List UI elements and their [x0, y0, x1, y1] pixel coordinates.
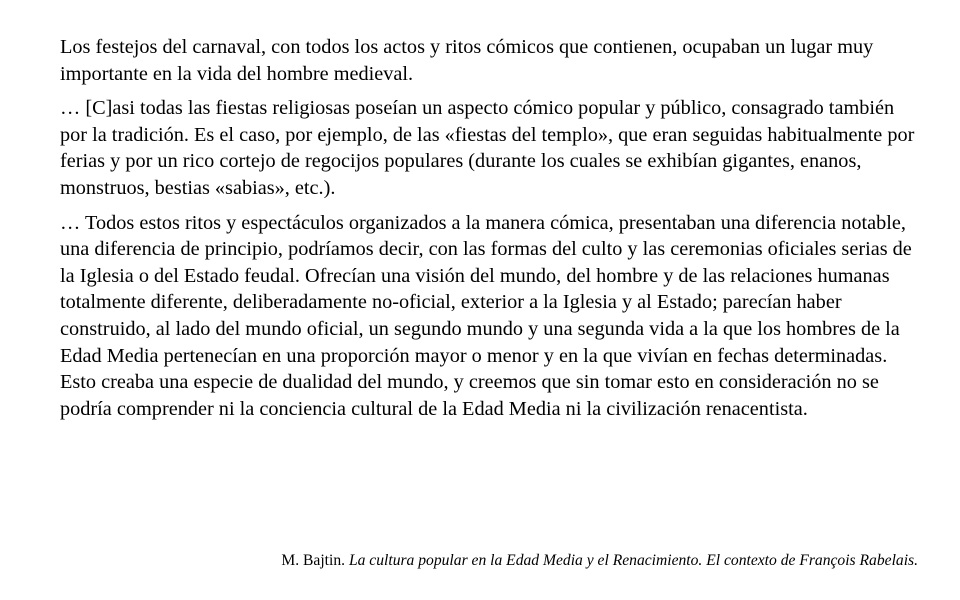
paragraph-comic-rituals: … Todos estos ritos y espectáculos organizados a la manera cómica, presentaban una diferencia notable, una diferencia de principio, podríamos decir, con las formas del culto y las ceremonias oficiales serias de la Iglesia o del Estado feudal. Ofrecían una visión del mundo, del hombre y de las relaciones humanas totalmente diferente, deliberadamente no-oficial, exterior a la Iglesia y al Estado; parecían haber construido, al lado del mundo oficial, un segundo mundo y una segunda vida a la que los hombres de la Edad Media pertenecían en una proporción mayor o menor y en la que vivían en fechas determinadas. Esto creaba una especie de dualidad del mundo, y creemos que sin tomar esto en consideración no se podría comprender ni la conciencia cultural de la Edad Media ni la civilización renacentista.: [60, 211, 912, 420]
paragraph-carnival-intro: Los festejos del carnaval, con todos los actos y ritos cómicos que contienen, ocupaban un lugar muy importante en la vida del hombre medieval.: [60, 36, 874, 85]
citation-author: M. Bajtin.: [281, 552, 346, 569]
citation: [281, 551, 918, 571]
paragraph-religious-festivals: … [C]asi todas las fiestas religiosas poseían un aspecto cómico popular y público, consagrado también por la tradición. Es el caso, por ejemplo, de las «fiestas del templo», que eran seguidas habitualmente por ferias y por un rico cortejo de regocijos populares (durante los cuales se exhibían gigantes, enanos, monstruos, bestias «sabias», etc.).: [60, 97, 915, 199]
quote-body: [60, 34, 920, 430]
citation-title: La cultura popular en la Edad Media y el Renacimiento. El contexto de François Rabelais.: [348, 552, 918, 569]
